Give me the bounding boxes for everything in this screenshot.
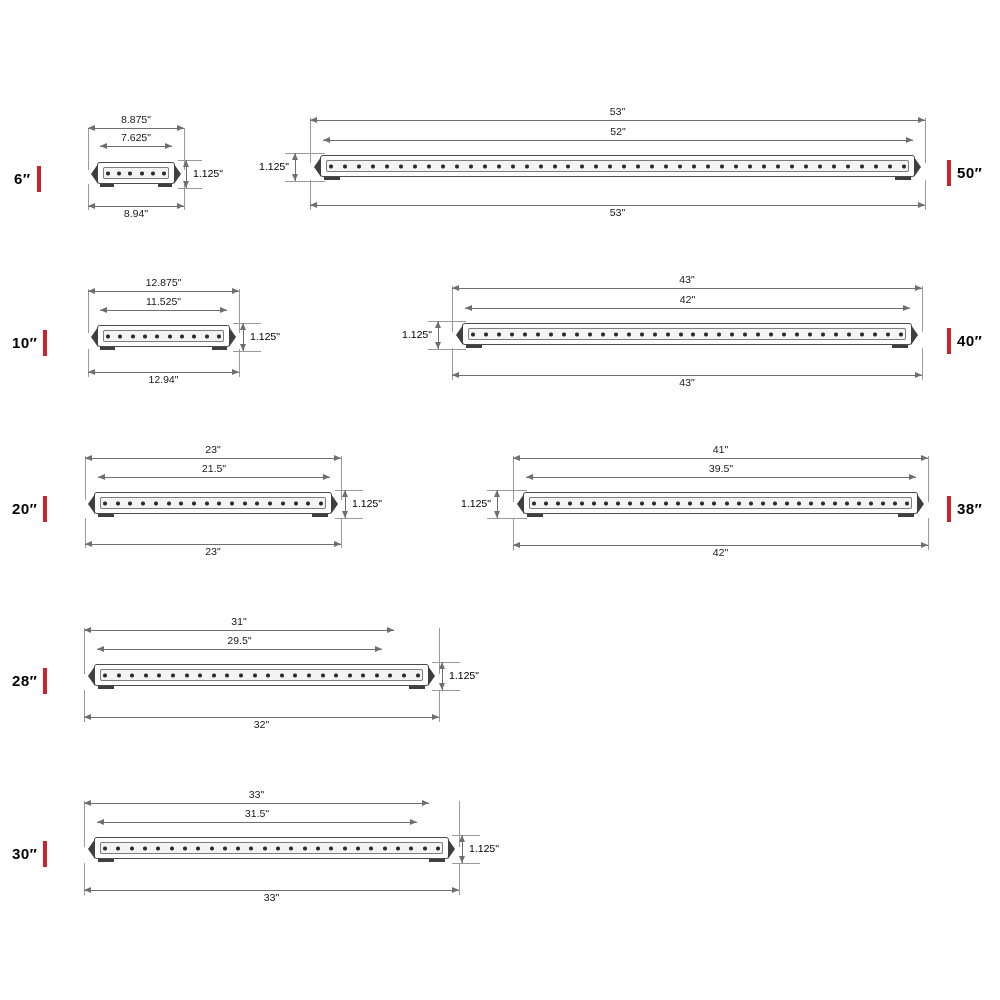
bar-housing — [94, 664, 429, 686]
dimension-height-20in — [345, 490, 383, 518]
dimension-value: 42" — [675, 294, 700, 306]
extension-line — [88, 289, 89, 333]
dimension-value: 42" — [708, 547, 733, 559]
dimension-height-6in — [186, 160, 224, 188]
end-cap-left-icon — [515, 490, 524, 518]
mount-foot-left — [100, 347, 115, 350]
bar-housing — [94, 837, 449, 859]
dimension-value: 32" — [249, 719, 274, 731]
end-cap-right-icon — [914, 153, 923, 181]
end-cap-left-icon — [86, 835, 95, 863]
size-label-text: 50″ — [957, 164, 983, 182]
accent-tick-icon — [947, 328, 951, 354]
dimension-top-outer-20in — [85, 444, 341, 459]
accent-tick-icon — [43, 668, 47, 694]
extension-line — [922, 348, 923, 380]
led-row — [471, 332, 903, 337]
dimension-value: 39.5" — [704, 463, 738, 475]
accent-tick-icon — [947, 496, 951, 522]
extension-line — [487, 490, 527, 491]
size-label-6in — [14, 166, 41, 192]
size-label-10in — [12, 330, 47, 356]
dimension-bottom-30in — [84, 890, 459, 904]
model-diagram-50in — [255, 100, 1000, 230]
size-label-text: 38″ — [957, 500, 983, 518]
size-label-28in — [12, 668, 47, 694]
extension-line — [233, 351, 261, 352]
dimension-top-inner-20in — [98, 463, 330, 478]
extension-line — [233, 323, 261, 324]
dimension-top-outer-28in — [84, 616, 394, 631]
dimension-value: 1.125" — [469, 843, 500, 855]
size-label-text: 10″ — [12, 334, 38, 352]
end-cap-right-icon — [448, 835, 457, 863]
dimension-value: 52" — [605, 126, 630, 138]
dimension-value: 11.525" — [141, 296, 186, 308]
dimension-bottom-50in — [310, 205, 925, 219]
end-cap-left-icon — [86, 662, 95, 690]
extension-line — [925, 118, 926, 163]
dimension-bottom-10in — [88, 372, 239, 386]
model-diagram-38in — [455, 440, 1000, 565]
mount-foot-left — [466, 345, 482, 348]
size-label-20in — [12, 496, 47, 522]
extension-line — [428, 321, 466, 322]
extension-line — [239, 349, 240, 377]
extension-line — [925, 180, 926, 210]
extension-line — [285, 181, 325, 182]
size-label-38in — [947, 496, 982, 522]
size-label-40in — [947, 328, 982, 354]
model-diagram-40in — [400, 272, 1000, 397]
dimension-top-inner-10in — [100, 296, 227, 311]
dimension-value: 41" — [708, 444, 733, 456]
mount-foot-left — [98, 859, 114, 862]
mount-foot-right — [892, 345, 908, 348]
end-cap-right-icon — [428, 662, 437, 690]
dimension-value: 23" — [200, 546, 225, 558]
extension-line — [84, 628, 85, 674]
dimension-value: 23" — [200, 444, 225, 456]
dimension-top-inner-50in — [323, 126, 913, 141]
dimension-top-inner-40in — [465, 294, 910, 309]
mount-foot-right — [312, 514, 328, 517]
extension-line — [88, 128, 89, 170]
dimension-value: 21.5" — [197, 463, 231, 475]
size-label-text: 6″ — [14, 170, 31, 188]
extension-line — [513, 456, 514, 502]
dimension-height-30in — [462, 835, 500, 863]
bar-housing — [523, 492, 918, 514]
dimension-value: 53" — [605, 106, 630, 118]
mount-foot-right — [898, 514, 914, 517]
end-cap-left-icon — [86, 490, 95, 518]
dimension-value: 31" — [226, 616, 251, 628]
extension-line — [428, 349, 466, 350]
dimension-top-outer-40in — [452, 274, 922, 289]
mount-foot-left — [98, 686, 114, 689]
mount-foot-left — [100, 184, 114, 187]
led-row — [103, 501, 323, 506]
end-cap-left-icon — [89, 160, 98, 188]
dimension-height-28in — [442, 662, 480, 690]
extension-line — [84, 801, 85, 847]
dimension-value: 31.5" — [240, 808, 274, 820]
led-row — [106, 334, 221, 339]
led-row — [329, 164, 906, 169]
extension-line — [178, 160, 202, 161]
extension-line — [922, 286, 923, 332]
dimension-value: 53" — [605, 207, 630, 219]
accent-tick-icon — [43, 841, 47, 867]
dimension-top-outer-50in — [310, 106, 925, 121]
extension-line — [452, 286, 453, 332]
led-row — [103, 673, 420, 678]
model-diagram-10in — [0, 275, 330, 395]
dimension-top-outer-30in — [84, 789, 429, 804]
extension-line — [85, 456, 86, 500]
dimension-value: 1.125" — [258, 161, 289, 173]
dimension-value: 43" — [674, 377, 699, 389]
size-label-text: 28″ — [12, 672, 38, 690]
dimension-top-inner-6in — [100, 132, 172, 147]
end-cap-left-icon — [89, 323, 98, 351]
dimension-height-50in — [258, 153, 296, 181]
mount-foot-right — [409, 686, 425, 689]
dimension-value: 43" — [674, 274, 699, 286]
model-diagram-30in — [0, 785, 520, 910]
extension-line — [452, 835, 480, 836]
extension-line — [285, 153, 325, 154]
dimension-top-outer-10in — [88, 277, 239, 292]
model-diagram-20in — [0, 440, 400, 565]
bar-housing — [97, 162, 175, 184]
mount-foot-left — [98, 514, 114, 517]
size-label-50in — [947, 160, 982, 186]
mount-foot-right — [429, 859, 445, 862]
dimension-value: 8.94" — [119, 208, 153, 220]
dimension-value: 1.125" — [352, 498, 383, 510]
dimension-bottom-20in — [85, 544, 341, 558]
accent-tick-icon — [947, 160, 951, 186]
dimension-value: 1.125" — [193, 168, 224, 180]
dimension-value: 7.625" — [116, 132, 156, 144]
extension-line — [928, 456, 929, 502]
accent-tick-icon — [37, 166, 41, 192]
extension-line — [432, 690, 460, 691]
mount-foot-left — [324, 177, 340, 180]
bar-housing — [462, 323, 912, 345]
dimension-value: 12.875" — [141, 277, 187, 289]
end-cap-right-icon — [911, 321, 920, 349]
end-cap-right-icon — [331, 490, 340, 518]
end-cap-right-icon — [917, 490, 926, 518]
extension-line — [335, 518, 363, 519]
dimension-value: 1.125" — [449, 670, 480, 682]
extension-line — [928, 518, 929, 550]
mount-foot-right — [158, 184, 172, 187]
dimension-top-outer-38in — [513, 444, 928, 459]
end-cap-right-icon — [229, 323, 238, 351]
size-label-text: 20″ — [12, 500, 38, 518]
dimension-value: 33" — [259, 892, 284, 904]
dimension-bottom-6in — [88, 206, 184, 220]
end-cap-left-icon — [312, 153, 321, 181]
size-label-text: 40″ — [957, 332, 983, 350]
mount-foot-left — [527, 514, 543, 517]
dimension-top-inner-30in — [97, 808, 417, 823]
dimension-value: 1.125" — [401, 329, 432, 341]
size-label-30in — [12, 841, 47, 867]
led-row — [532, 501, 909, 506]
dimension-value: 12.94" — [143, 374, 183, 386]
dimension-value: 1.125" — [460, 498, 491, 510]
size-label-text: 30″ — [12, 845, 38, 863]
bar-housing — [97, 325, 230, 347]
dimension-top-inner-38in — [526, 463, 916, 478]
accent-tick-icon — [43, 496, 47, 522]
dimension-height-38in — [460, 490, 498, 518]
extension-line — [459, 863, 460, 895]
extension-line — [341, 518, 342, 548]
led-row — [103, 846, 440, 851]
dimension-value: 8.875" — [116, 114, 156, 126]
end-cap-left-icon — [454, 321, 463, 349]
end-cap-right-icon — [174, 160, 183, 188]
led-row — [106, 171, 166, 176]
dimension-top-inner-28in — [97, 635, 382, 650]
extension-line — [335, 490, 363, 491]
bar-housing — [320, 155, 915, 177]
bar-housing — [94, 492, 332, 514]
extension-line — [452, 863, 480, 864]
dimension-bottom-28in — [84, 717, 439, 731]
mount-foot-right — [212, 347, 227, 350]
dimension-top-outer-6in — [88, 114, 184, 129]
extension-line — [432, 662, 460, 663]
dimension-height-10in — [243, 323, 281, 351]
dimension-value: 33" — [244, 789, 269, 801]
extension-line — [178, 188, 202, 189]
model-diagram-28in — [0, 612, 500, 737]
accent-tick-icon — [43, 330, 47, 356]
extension-line — [439, 690, 440, 722]
dimension-bottom-38in — [513, 545, 928, 559]
extension-line — [487, 518, 527, 519]
dimension-bottom-40in — [452, 375, 922, 389]
dimension-value: 29.5" — [222, 635, 256, 647]
dimension-value: 1.125" — [250, 331, 281, 343]
mount-foot-right — [895, 177, 911, 180]
dimension-height-40in — [401, 321, 439, 349]
extension-line — [310, 118, 311, 163]
